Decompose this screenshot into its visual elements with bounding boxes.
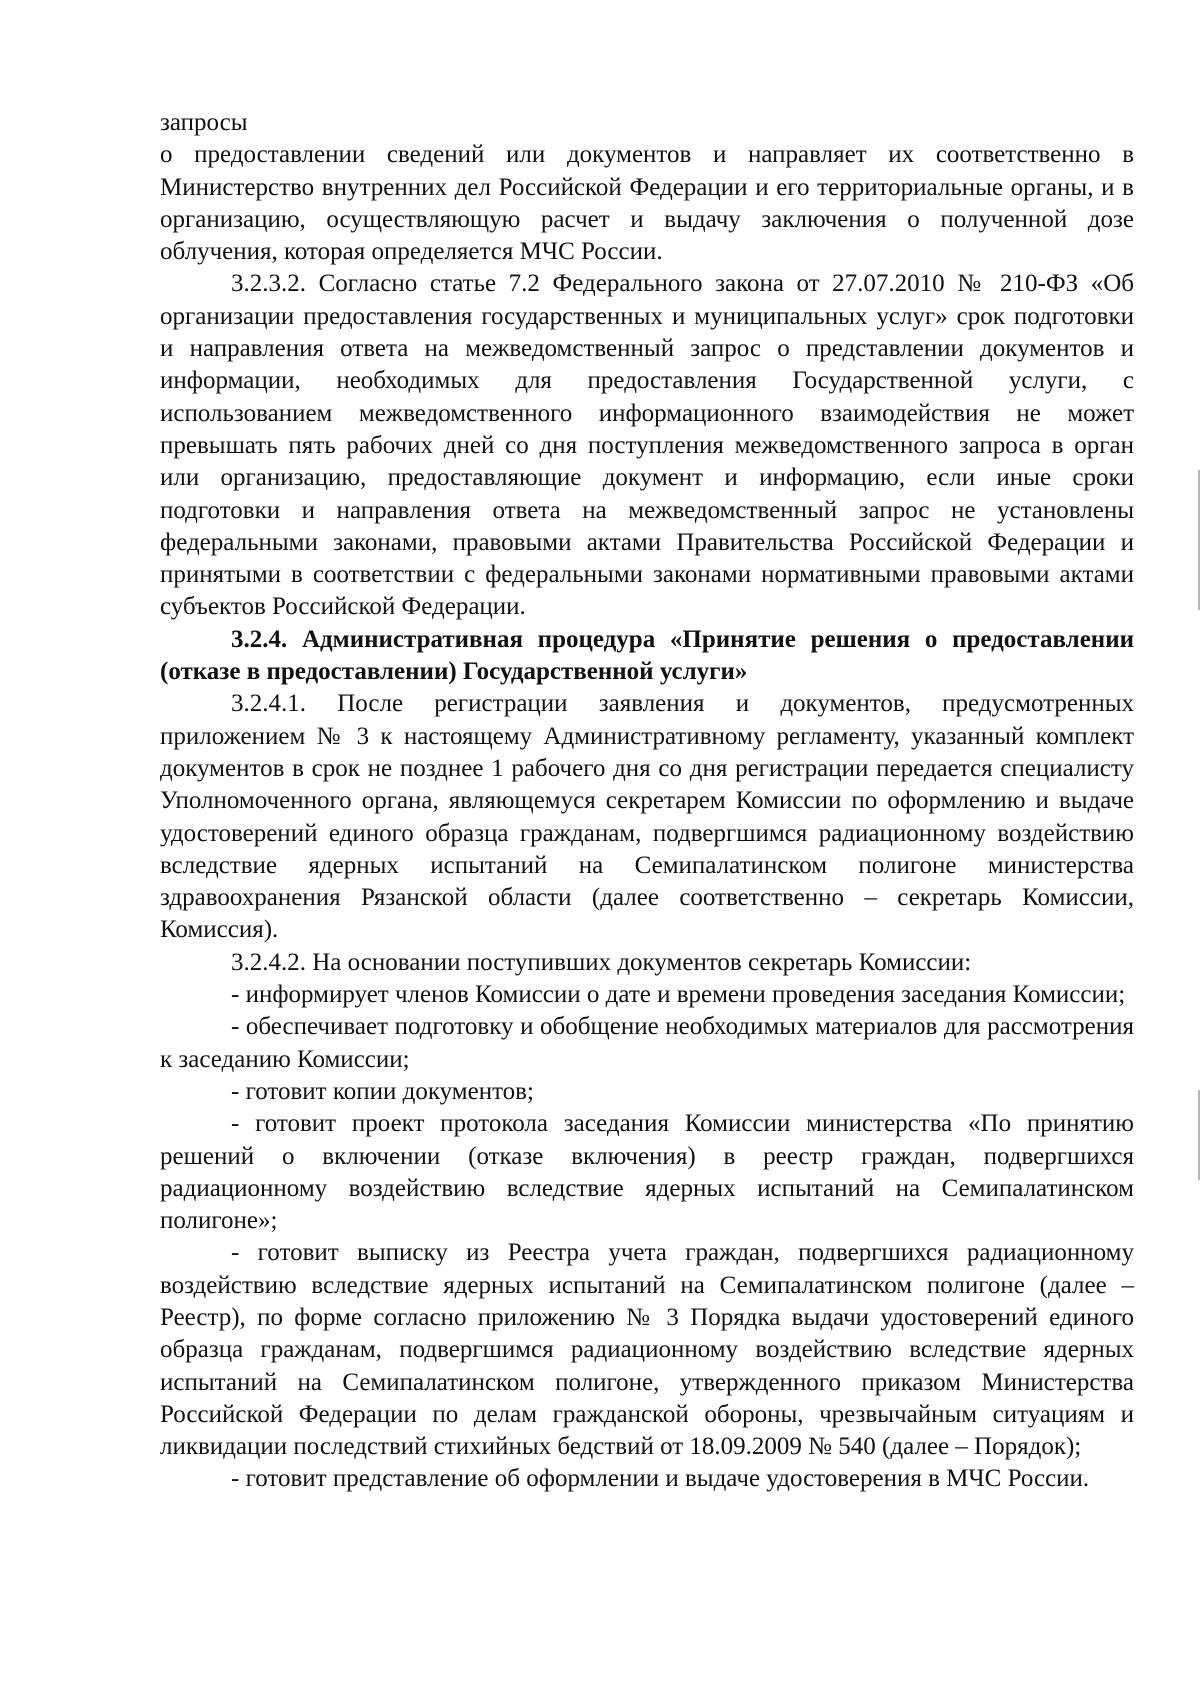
paragraph: 3.2.3.2. Согласно статье 7.2 Федерального закона от 27.07.2010 № 210-ФЗ «Об организации предоставления государственных и муниципальных услуг» срок подготовки и направления ответа на межведомственный запрос о представлении документов и информации, необходимых для предоставления Государственной услуги, с использованием межведомственного информационного взаимодействия не может превышать пять рабочих дней со дня поступления межведомственного запроса в орган или организацию, предоставляющие документ и информацию, если иные сроки подготовки и направления ответа на межведомственный запрос не установлены федеральными законами, правовыми актами Правительства Российской Федерации и принятыми в соответствии с федеральными законами нормативными правовыми актами субъектов Российской Федерации.	[160, 270, 1134, 621]
list-item: - готовит выписку из Реестра учета граждан, подвергшихся радиационному воздействию вследствие ядерных испытаний на Семипалатинском полигоне (далее – Реестр), по форме согласно приложению № 3 Порядка выдачи удостоверений единого образца гражданам, подвергшимся радиационному воздействию вследствие ядерных испытаний на Семипалатинском полигоне, утвержденного приказом Министерства Российской Федерации по делам гражданской обороны, чрезвычайным ситуациям и ликвидации последствий стихийных бедствий от 18.09.2009 № 540 (далее – Порядок);	[160, 1239, 1134, 1461]
document-body	[160, 107, 1134, 1496]
paragraph: 3.2.4.1. После регистрации заявления и документов, предусмотренных приложением № 3 к настоящему Административному регламенту, указанный комплект документов в срок не позднее 1 рабочего дня со дня регистрации передается специалисту Уполномоченного органа, являющемуся секретарем Комиссии по оформлению и выдаче удостоверений единого образца гражданам, подвергшимся радиационному воздействию вследствие ядерных испытаний на Семипалатинском полигоне министерства здравоохранения Рязанской области (далее соответственно – секретарь Комиссии, Комиссия).	[160, 690, 1134, 944]
paragraph: о предоставлении сведений или документов и направляет их соответственно в Министерство внутренних дел Российской Федерации и его территориальные органы, и в организацию, осуществляющую расчет и выдачу заключения о полученной дозе облучения, которая определяется МЧС России.	[160, 141, 1134, 266]
list-item: - информирует членов Комиссии о дате и времени проведения заседания Комиссии;	[231, 981, 1126, 1009]
paragraph: 3.2.4.2. На основании поступивших документов секретарь Комиссии:	[231, 948, 972, 976]
list-item: - готовит представление об оформлении и выдаче удостоверения в МЧС России.	[231, 1465, 1090, 1493]
paragraph: запросы	[160, 109, 248, 136]
list-item: - готовит копии документов;	[231, 1077, 534, 1105]
section-heading: 3.2.4. Административная процедура «Принятие решения о предоставлении (отказе в предоставлении) Государственной услуги»	[160, 625, 1134, 686]
list-item: - обеспечивает подготовку и обобщение необходимых материалов для рассмотрения к заседанию Комиссии;	[160, 1013, 1134, 1073]
list-item: - готовит проект протокола заседания Комиссии министерства «По принятию решений о включении (отказе включения) в реестр граждан, подвергшихся радиационному воздействию вследствие ядерных испытаний на Семипалатинском полигоне»;	[160, 1110, 1134, 1235]
